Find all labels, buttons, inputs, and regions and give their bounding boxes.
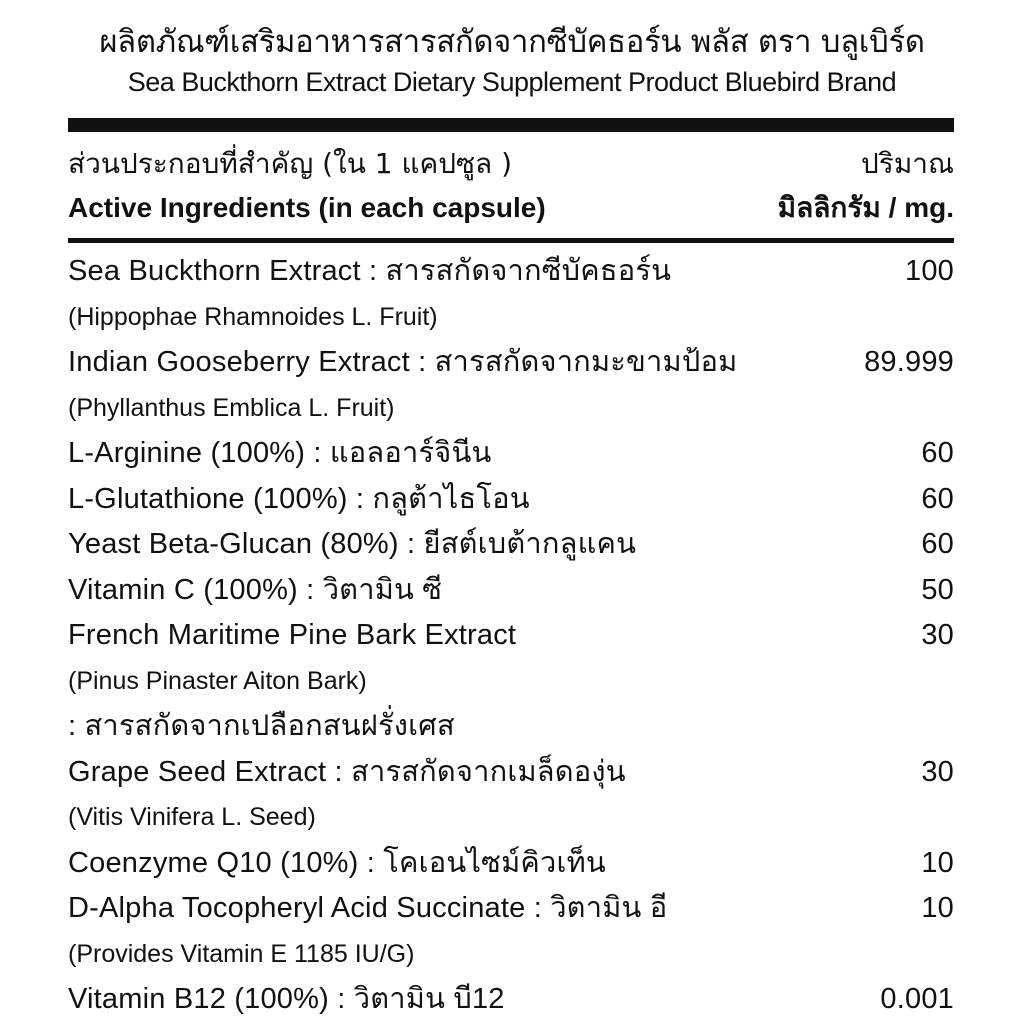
ingredient-name: : สารสกัดจากเปลือกสนฝรั่งเศส [68, 710, 455, 742]
ingredient-column-header-english: Active Ingredients (in each capsule) [68, 192, 546, 223]
ingredient-name: Vitamin B12 (100%) : วิตามิน บี12 [68, 983, 505, 1015]
ingredient-name: L-Glutathione (100%) : กลูต้าไธโอน [68, 482, 530, 515]
ingredient-row [68, 795, 954, 841]
column-divider-thin [68, 238, 954, 243]
header-divider-thick [68, 118, 954, 132]
ingredient-amount: 30 [921, 619, 954, 651]
ingredient-name: Sea Buckthorn Extract : สารสกัดจากซีบัคธอร์น [68, 255, 672, 287]
column-headers [68, 143, 954, 231]
ingredient-row [68, 704, 954, 750]
ingredient-name: L-Arginine (100%) : แอลอาร์จินีน [68, 437, 492, 469]
ingredient-row [68, 568, 954, 614]
label-header [0, 0, 1024, 100]
ingredient-amount: 100 [905, 255, 954, 287]
ingredient-name: Grape Seed Extract : สารสกัดจากเมล็ดองุ่น [68, 755, 626, 788]
ingredient-amount: 0.001 [880, 983, 954, 1015]
ingredient-name: D-Alpha Tocopheryl Acid Succinate : วิตามิน อี [68, 892, 668, 924]
product-title-thai: ผลิตภัณฑ์เสริมอาหารสารสกัดจากซีบัคธอร์น พลัส ตรา บลูเบิร์ด [99, 24, 925, 60]
ingredient-amount: 30 [921, 755, 954, 788]
ingredient-row [68, 522, 954, 568]
ingredient-row [68, 886, 954, 932]
ingredient-name: (Provides Vitamin E 1185 IU/G) [68, 939, 415, 968]
ingredient-row [68, 249, 954, 295]
ingredient-name: Vitamin C (100%) : วิตามิน ซี [68, 573, 443, 606]
ingredient-name: (Pinus Pinaster Aiton Bark) [68, 666, 367, 695]
ingredient-row [68, 477, 954, 523]
ingredient-amount: 10 [921, 892, 954, 924]
ingredient-amount: 50 [921, 573, 954, 606]
ingredient-name: (Phyllanthus Emblica L. Fruit) [68, 393, 395, 422]
ingredient-row [68, 431, 954, 477]
ingredient-row [68, 386, 954, 432]
ingredient-name: Yeast Beta-Glucan (80%) : ยีสต์เบต้ากลูแคน [68, 528, 637, 560]
ingredient-row [68, 932, 954, 978]
ingredient-amount: 60 [921, 528, 954, 560]
amount-column-header-thai: ปริมาณ [861, 147, 954, 180]
ingredient-amount: 60 [921, 437, 954, 469]
ingredient-row [68, 659, 954, 705]
ingredient-list [68, 249, 954, 1023]
ingredient-row [68, 613, 954, 659]
ingredient-column-header-thai: ส่วนประกอบที่สำคัญ (ใน 1 แคปซูล ) [68, 147, 512, 180]
ingredient-name: Coenzyme Q10 (10%) : โคเอนไซม์คิวเท็น [68, 846, 606, 879]
ingredient-amount: 89.999 [864, 346, 954, 378]
ingredient-row [68, 750, 954, 796]
ingredient-amount: 10 [921, 846, 954, 879]
ingredient-row [68, 295, 954, 341]
ingredient-row [68, 340, 954, 386]
ingredient-name: (Hippophae Rhamnoides L. Fruit) [68, 302, 438, 331]
amount-column-header-unit: มิลลิกรัม / mg. [777, 192, 954, 223]
ingredient-amount: 60 [921, 482, 954, 515]
ingredient-name: (Vitis Vinifera L. Seed) [68, 803, 316, 831]
ingredient-name: Indian Gooseberry Extract : สารสกัดจากมะขามป้อม [68, 346, 738, 378]
ingredient-row [68, 841, 954, 887]
ingredient-name: French Maritime Pine Bark Extract [68, 619, 517, 651]
ingredient-row [68, 977, 954, 1023]
product-title-english: Sea Buckthorn Extract Dietary Supplement Product Bluebird Brand [127, 67, 897, 97]
